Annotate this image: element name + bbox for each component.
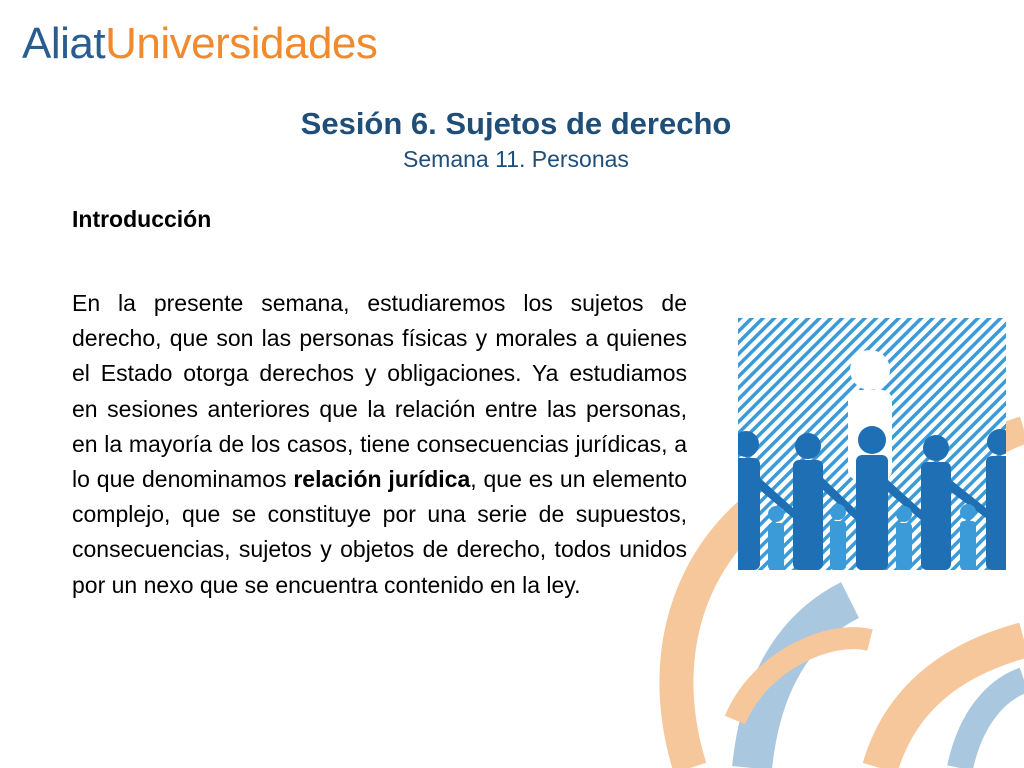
logo-part-universidades: Universidades [105, 19, 378, 68]
paragraph-bold-term: relación jurídica [293, 466, 471, 493]
logo-part-aliat: Aliat [22, 19, 106, 68]
paragraph-text-start: En la presente semana, estudiaremos los sujetos de derecho, que son las personas físicas y morales a quienes el Estado otorga derechos y obligaciones. Ya estudiamos en sesiones anteriores que la relación entre las personas, en la mayoría de los casos, tiene consecuencias jurídicas, a lo que denominamos [72, 290, 687, 493]
blue-arc-right [960, 680, 1024, 768]
page-subtitle: Semana 11. Personas [403, 146, 629, 172]
intro-paragraph [72, 286, 687, 603]
paragraph-text-end: , que es un elemento complejo, que se constituye por una serie de supuestos, consecuencias, sujetos y objetos de derecho, todos unidos por un nexo que se encuentra contenido en la ley. [72, 466, 687, 598]
page-title: Sesión 6. Sujetos de derecho [300, 106, 732, 141]
intro-heading: Introducción [72, 206, 212, 232]
people-chain-illustration [738, 318, 1006, 570]
title-block [0, 104, 1024, 174]
aliat-logo [22, 18, 377, 70]
